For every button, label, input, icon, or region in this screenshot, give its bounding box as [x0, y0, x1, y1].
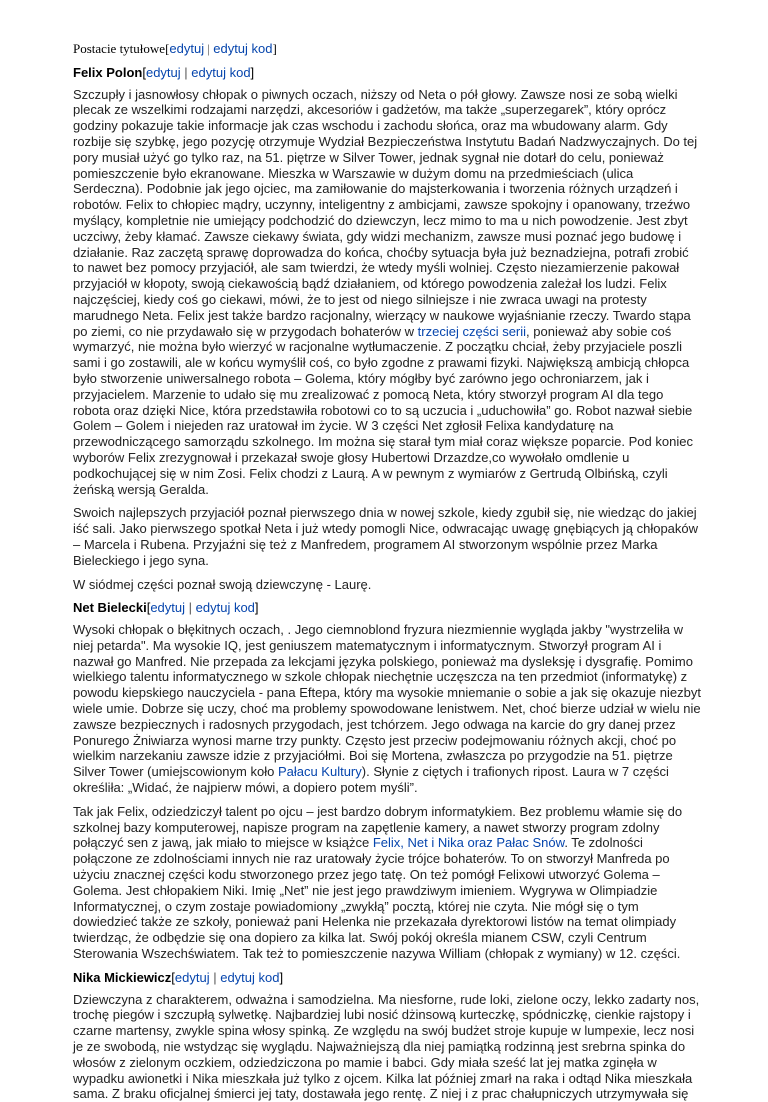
character-heading [73, 970, 701, 986]
inline-link[interactable]: Felix, Net i Nika oraz Pałac Snów [372, 835, 565, 851]
section-heading [73, 41, 701, 57]
paragraph [73, 87, 701, 498]
bracket-open: [ [146, 600, 151, 616]
inline-link[interactable]: trzeciej części serii [417, 323, 527, 339]
edit-link[interactable]: edytuj [145, 64, 181, 80]
article-page [0, 41, 701, 1102]
text-run: Dziewczyna z charakterem, odważna i samodzielna. Ma niesforne, rude loki, zielone oczy, lekko zadarty nos, trochę piegów i szczupłą sylwetkę. Najbardziej lubi nosić dżinsową kurteczkę, spódniczkę, cienkie rajstopy i czarne martensy, zwykle spina włosy spinką. Ze względu na swój budżet stroje kupuje w lumpexie, lecz nosi je ze swobodą, nie wstydząc się wyglądu. Najważniejszą dla niej pamiątką rodzinną jest srebrna spinka do włosów z zielonym oczkiem, odziedziczona po mamie i babci. Gdy miała sześć lat jej matka zginęła w wypadku awionetki i Nika mieszkała już tylko z ojcem. Kilka lat później zmarł na raka i odtąd Nika mieszkała sama. Z braku oficjalnej śmierci jej taty, dostawała jego rentę. Z niej i z prac chałupniczych utrzymywała się [73, 991, 700, 1102]
edit-separator: | [185, 600, 196, 616]
character-edit-links [142, 65, 254, 80]
bracket-close: ] [272, 41, 277, 56]
text-run: , ponieważ aby sobie coś wymarzyć, nie można było wierzyć w racjonalne wytłumaczenie. Z początku chciał, żeby przyjaciele poszli sami i go zostawili, ale w końcu wymyślił coś, co było zgodne z prawami fizyki. Największą ambicją chłopca było stworzenie uniwersalnego robota – Golema, który mógłby być zarówno jego ochroniarzem, jak i przyjacielem. Marzenie to udało się mu zrealizować z pomocą Neta, który stworzył program AI dla tego robota oraz dzięki Nice, która przedstawiła robotowi co to są uczucia i „uduchowiła” go. Robot nazwał siebie Golem – Golem i niejeden raz uratował im życie. W 3 części Net zgłosił Felixa kandydaturę na przewodniczącego samorządu szkolnego. Im można się starał tym miał coraz większe poparcie. Pod koniec wyborów Felix zrezygnował i przekazał swoje głosy Hubertowi Drzazdze,co wywołało omdlenie u podkochującej się w nim Zosi. Felix chodzi z Laurą. A w pewnym z wymiarów z Gertrudą Olbińską, czyli żeńską wersją Geralda. [73, 323, 693, 497]
character-name: Net Bielecki [73, 600, 147, 616]
character-name: Nika Mickiewicz [73, 969, 172, 985]
paragraph [73, 505, 701, 568]
paragraph [73, 804, 701, 962]
character-edit-links [171, 970, 283, 985]
text-run: W siódmej części poznał swoją dziewczynę - Laurę. [73, 576, 372, 592]
bracket-close: ] [254, 600, 259, 616]
inline-link[interactable]: Pałacu Kultury [277, 764, 362, 780]
edit-link[interactable]: edytuj [174, 969, 210, 985]
edit-link[interactable]: edytuj [169, 41, 205, 56]
edit-link[interactable]: edytuj [150, 600, 186, 616]
bracket-open: [ [171, 969, 175, 985]
paragraph [73, 992, 701, 1102]
character-section [73, 65, 701, 593]
edit-separator: | [180, 64, 192, 80]
text-run: ). Słynie z ciętych i trafionych ripost. Laura w 7 części określiła: „Widać, że najpierw mówi, a dopiero potem myśli”. [73, 764, 669, 796]
edit-code-link[interactable]: edytuj kod [220, 969, 280, 985]
character-section [73, 970, 701, 1102]
bracket-open: [ [165, 41, 170, 56]
text-run: Wysoki chłopak o błękitnych oczach, . Jego ciemnoblond fryzura niezmiennie wygląda jakby "wystrzeliła w niej petarda". Ma wysokie IQ, jest geniuszem matematycznym i informatycznym. Stworzył program AI i nazwał go Manfred. Nie przepada za lekcjami języka polskiego, ponieważ ma dysleksję i dysgrafię. Pomimo wielkiego talentu informatycznego w szkole chłopak niechętnie uczęszcza na ten przedmiot (informatykę) z powodu kiepskiego nauczyciela - pana Eftepa, który ma wysokie mniemanie o sobie a jak się okazuje niezbyt wiele umie. Dobrze się uczy, choć ma problemy spowodowane lenistwem. Net, choć bierze udział w wielu nie zawsze bezpiecznych i radosnych przygodach, jest tchórzem. Jego odwaga na karcie do gry danej przez Ponurego Żniwiarza wynosi marne trzy punkty. Często jest przeciw podejmowaniu różnych akcji, choć po wielkim narzekaniu zawsze idzie z przyjaciółmi. Boi się Mortena, zwłaszcza po przygodzie na 51. piętrze Silver Tower (umiejscowionym koło [73, 622, 701, 780]
text-run: Tak jak Felix, odziedziczył talent po ojcu – jest bardzo dobrym informatykiem. Bez problemu włamie się do szkolnej bazy komputerowej, napisze program na zapętlenie kamery, a nawet stworzy program zdolny połączyć sen z jawą, jak miało to miejsce w książce [73, 803, 683, 851]
paragraph [73, 622, 701, 796]
characters-list [73, 65, 701, 1102]
edit-separator: | [204, 41, 214, 56]
section-edit-links [165, 41, 277, 56]
bracket-open: [ [142, 64, 146, 80]
character-name: Felix Polon [73, 64, 143, 80]
character-heading [73, 600, 701, 616]
text-run: Szczupły i jasnowłosy chłopak o piwnych oczach, niższy od Neta o pół głowy. Zawsze nosi ze sobą wielki plecak ze wszelkimi rodzajami narzędzi, akcesoriów i gadżetów, ma także „superzegarek”, który oprócz godziny pokazuje takie informacje jak czas wschodu i zachodu słońca, oraz ma wbudowany alarm. Gdy rozbije się szybkę, jego pozycję otrzymuje Wydział Bezpieczeństwa Instytutu Badań Nadzwyczajnych. Do tej pory musiał użyć go tylko raz, na 51. piętrze w Silver Tower, jednak sygnał nie dotarł do celu, ponieważ pomieszczenie było ekranowane. Mieszka w Warszawie w dużym domu na przedmieściach (ulica Serdeczna). Podobnie jak jego ojciec, ma zamiłowanie do majsterkowania i tworzenia różnych urządzeń i robotów. Felix to chłopiec mądry, uczynny, inteligentny z ambicjami, zawsze spokojny i opanowany, trzeźwo myślący, kompletnie nie umiejący podchodzić do dziewczyn, lecz mimo to ma u nich powodzenie. Jest zbyt uczciwy, żeby kłamać. Zawsze ciekawy świata, gdy widzi mechanizm, zawsze musi poznać jego budowę i działanie. Raz zaczętą sprawę doprowadza do końca, choćby sytuacja była już beznadziejna, potrafi zrobić to nawet bez pomocy przyjaciół, ale sam twierdzi, że wtedy myśli wolniej. Często niezamierzenie pakował przyjaciół w kłopoty, swoją ciekawością bądź działaniem, od którego powodzenia zależał los ludzi. Felix najczęściej, kiedy coś go ciekawi, mówi, że to jest od niego silniejsze i nie zwraca uwagi na protesty marudnego Neta. Felix jest także bardzo racjonalny, wierzący w naukowe wyjaśnianie rzeczy. Twardo stąpa po ziemi, co nie przydawało się w przygodach bohaterów w [73, 86, 698, 339]
text-run: Swoich najlepszych przyjaciół poznał pierwszego dnia w nowej szkole, kiedy zgubił się, nie wiedząc do jakiej iść sali. Jako pierwszego spotkał Neta i już wtedy pomogli Nice, odwracając uwagę gnębiących ją chłopaków – Marcela i Rubena. Przyjaźni się też z Manfredem, programem AI stworzonym wspólnie przez Marka Bieleckiego i jego syna. [73, 505, 699, 568]
text-run: . Te zdolności połączone ze zdolnościami innych nie raz uratowały życie trójce bohaterów. To on stworzył Manfreda po użyciu znacznej części kodu stworzonego przez jego tatę. On też pomógł Felixowi utworzyć Golema – Golema. Jest chłopakiem Niki. Imię „Net” nie jest jego prawdziwym imieniem. Wygrywa w Olimpiadzie Informatycznej, o czym zostaje powiadomiony „zwykłą” pocztą, której nie czyta. Nie mógł się o tym dowiedzieć także ze szkoły, ponieważ pani Helenka nie przekazała dyrektorowi listów na temat olimpiady twierdząc, że odbędzie się ona dopiero za kilka lat. Swój pokój określa mianem CSW, czyli Centrum Sterowania Wszechświatem. Tak też to pomieszczenie nazywa William (chłopak z wymiany) w 12. części. [73, 835, 681, 962]
section-title-text: Postacie tytułowe [73, 41, 166, 56]
character-edit-links [147, 600, 259, 615]
character-heading [73, 65, 701, 81]
edit-separator: | [209, 969, 221, 985]
edit-code-link[interactable]: edytuj kod [213, 41, 273, 56]
edit-code-link[interactable]: edytuj kod [191, 64, 251, 80]
edit-code-link[interactable]: edytuj kod [195, 600, 255, 616]
bracket-close: ] [250, 64, 255, 80]
bracket-close: ] [279, 969, 284, 985]
character-section [73, 600, 701, 962]
paragraph [73, 577, 701, 593]
